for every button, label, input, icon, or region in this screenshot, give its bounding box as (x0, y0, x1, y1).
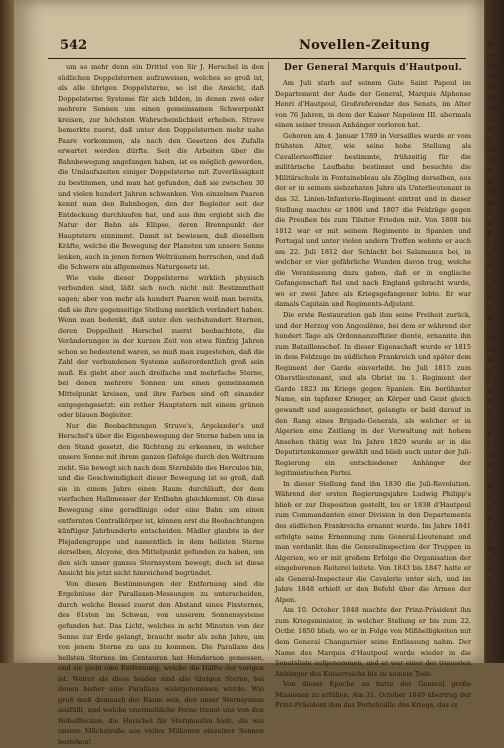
facing-page-fragment: r (487, 419, 491, 427)
facing-page-fragment: d (487, 366, 492, 375)
facing-page-fragment: z (487, 429, 491, 438)
facing-page-fragment: b (487, 461, 492, 469)
facing-page-fragment: bor (487, 62, 500, 70)
facing-page-fragment: Re (487, 188, 497, 196)
facing-page-fragment: g (487, 114, 492, 123)
right-paragraph: Geboren am 4. Januar 1789 in Versailles wurde er vom frühsten Alter, wie seine hohe Stellung als Cavallerieoffizier bestimmte, frühzeitig für die militärische Laufbahn bestimmt und besuchte die Militärschule in Fontainebleau als Zögling derselben, aus der er in seinem siebzehnten Jahre als Unterlieutenant in das 32. Linien-Infanterie-Regiment eintrat und in dieser Stellung machte er 1806 und 1807 die Feldzüge gegen die Preußen bis zum Tilsiter Frieden mit. Von 1808 bis 1812 war er mit seinem Regimente in Spanien und Portugal und unter vielen andern Treffen wohnte er auch am 22. Juli 1812 der Schlacht bei Salamanca bei, in welcher er vier gefährliche Wunden davon trug, welche die Veranlassung dazu gaben, daß er in englische Gefangenschaft fiel und nach England gebracht wurde, wo er zwei Jahre als Kriegsgefangener lebte. Er war damals Capitain und Regiments-Adjutant. (275, 131, 471, 309)
facing-page-fragment: t (487, 440, 490, 448)
page-header (44, 38, 464, 58)
left-column (58, 62, 264, 748)
facing-page-fragment: w (487, 177, 493, 186)
facing-page-fragment: H (487, 41, 494, 49)
facing-page-fragment: d (487, 503, 492, 511)
facing-page-fragment: li (487, 135, 492, 144)
facing-page-fragment: n (487, 492, 492, 501)
header-rule (48, 58, 466, 59)
facing-page-fragment: m (487, 314, 494, 322)
facing-page-fragment: a (487, 555, 492, 564)
facing-page-fragment: m (487, 545, 494, 553)
facing-page-fragment: fr (487, 219, 493, 228)
page (14, 0, 484, 746)
right-column (275, 62, 471, 711)
facing-page-fragment: ha (487, 93, 496, 102)
facing-page-fragment: fi (487, 167, 492, 175)
facing-page-fragment: d (487, 534, 492, 543)
facing-page-fragment: s (487, 272, 491, 280)
facing-page-fragment: e (487, 566, 492, 574)
facing-page-fragment: d (487, 303, 492, 312)
facing-page-fragment: m (487, 156, 494, 165)
facing-page-fragment: P (487, 230, 492, 238)
facing-page-fragment: d (487, 261, 492, 270)
facing-page-fragment: w (487, 482, 493, 490)
facing-page-fragment: se (487, 450, 495, 459)
left-paragraph: Von diesen Bestimmungen der Entfernung sind die Ergebnisse der Parallaxen-Messungen zu unterscheiden, durch welche Bessel zuerst den Abstand eines Fixsternes, des 61sten im Schwan, von unserem Sonnensysteme gefunden hat. Das Licht, welches in acht Minuten von der Sonne zur Erde gelangt, braucht mehr als zehn Jahre, um von jenem Sterne zu uns zu kommen. Die Parallaxe des hellsten Sternes im Centauren hat Henderson gemessen, und sie giebt eine Entfernung, welche die Hälfte der vorigen ist. Weiter als diese beiden sind alle übrigen Sterne, bei denen bisher eine Parallaxe wahrgenommen wurde. Wie groß muß demnach der Raum sein, den unser Sternsystem ausfüllt, und welche unermeßliche Ferne trennt uns von den Nebelflecken, die Herschel für Sternhaufen hielt, die wie unsere Milchstraße aus vielen Millionen einzelner Sonnen bestehen! (58, 579, 264, 746)
facing-page-fragment: g (487, 324, 492, 333)
facing-page-fragment: A (487, 398, 493, 406)
right-paragraph: Am 10. October 1848 machte der Prinz-Präsident ihn zum Kriegsminister, in welcher Stellung er bis zum 22. Octbr. 1850 blieb, wo er in Folge von Mißhelligkeiten mit dem General Changarnier seine Entlassung nahm. Der Name des Marquis d'Hautpoul wurde wieder in die Senatsliste aufgenommen, und er war einer der treuesten Anhänger des Kaiserreichs bis zu seinem Tode. (275, 606, 471, 678)
facing-page-fragment: a (487, 513, 492, 522)
facing-page-fragment: de (487, 83, 496, 91)
facing-page-fragment: d (487, 576, 492, 585)
facing-page-fragment: t (487, 377, 490, 385)
column-divider (268, 62, 269, 650)
facing-page-fragment: m (487, 198, 494, 207)
facing-page-fragment: u (487, 251, 492, 259)
left-paragraph: Nur die Beobachtungen Struve's, Argelander's und Herschel's über die Eigenbewegung der Sterne haben uns in den Stand gesetzt, die Richtung zu erkennen, in welcher unsere Sonne mit ihrem ganzen Gefolge durch den Weltraum zieht. Sie bewegt sich nach dem Sternbilde des Hercules hin, und die Geschwindigkeit dieser Bewegung ist so groß, daß sie in einem Jahre einen Raum durchläuft, der dem vierfachen Halbmesser der Erdbahn gleichkommt. Ob diese Bewegung eine geradlinige oder eine Bahn um einen entfernten Centralkörper ist, können erst die Beobachtungen künftiger Jahrhunderte entscheiden. Mädler glaubte in der Plejadengruppe und namentlich in dem hellsten Sterne derselben, Alcyone, den Mittelpunkt gefunden zu haben, um den sich unser ganzes Sternsystem bewegt; doch ist diese Ansicht bis jetzt nicht hinreichend begründet. (58, 421, 264, 578)
article-title: Der General Marquis d'Hautpoul. (284, 63, 462, 73)
facing-page-fragment: f (487, 597, 490, 606)
facing-page-fragment: n (487, 408, 492, 417)
facing-page-fragment: ec (487, 51, 496, 60)
facing-page-fragment: he (487, 146, 496, 154)
facing-page-fragment: d (487, 209, 492, 217)
right-paragraph: Am Juli starb auf seinem Gute Saint Papoul im Departement der Aude der General, Marquis Alphonse Henri d'Hautpoul, Großreferendar des Senats, im Alter von 76 Jahren, in dem der Kaiser Napoleon III. abermals einen seiner treuen Anhänger verloren hat. (275, 79, 471, 130)
right-paragraph: Die erste Restauration gab ihm seine Freiheit zurück, und der Herzog von Angoulême, bei dem er während der hundert Tage als Ordonnanzoffizier diente, ernannte ihn zum Bataillonschef. In dieser Eigenschaft wurde er 1815 in dem Feldzuge im südlichen Frankreich und später dem Regiment der Garde einverleibt. Im Juli 1815 zum Oberstlieutenant, und als Obrist im 1. Regiment der Garde 1823 im Kriege gegen Spanien. Ein berühmter Name, ein tapferer Krieger, an Körper und Geist gleich gewandt und ausgezeichnet, gelangte er bald darauf in den Rang eines Brigade-Generals, als welcher er in Algerien eine Zeitlang in der Verwaltung mit hohem Ansehen thätig war. Im Jahre 1829 wurde er in die Deputirtenkammer gewählt und blieb auch unter der Juli-Regierung ein entschiedener Anhänger der legitimistischen Partei. (275, 311, 471, 478)
facing-page-fragment: se (487, 345, 495, 354)
facing-page-fragment: ei (487, 335, 494, 343)
facing-page-fragment: z (487, 282, 491, 291)
page-number: 542 (60, 38, 88, 53)
right-paragraph: Von dieser Epoche an hatte der General große Missionen zu erfüllen. Am 31. October 1849 übertrug der Prinz-Präsident ihm das Portefeuille des Kriegs, das er (275, 680, 471, 710)
journal-title: Novellen-Zeitung (299, 38, 430, 53)
right-paragraph: In dieser Stellung fand ihn 1830 die Juli-Revolution. Während der ersten Regierungsjahre Ludwig Philipp's blieb er zur Disposition gestellt, bis er 1838 d'Hautpoul zum Commandanten einer Division in den Departements des südlichen Frankreichs ernannt wurde. Im Jahre 1841 erfolgte seine Ernennung zum General-Lieutenant und man verdankt ihm die Generalinspection der Truppen in Algerien, wo er mit großem Erfolge die Organisation der eingeborenen Reiterei leitete. Von 1843 bis 1847 hatte er als General-Inspecteur die Cavalerie unter sich, und im Jahre 1848 erhielt er den Befehl über die Armee der Alpen. (275, 479, 471, 604)
facing-page-fragment: mu (487, 104, 499, 112)
facing-page-fragment: w (487, 387, 493, 396)
facing-page-fragment: v (487, 240, 491, 249)
facing-page-fragment: f (487, 524, 490, 532)
facing-page-fragment: ei (487, 125, 494, 133)
facing-page-fragment: Ste (487, 72, 499, 81)
facing-page-fragment: g (487, 587, 492, 595)
left-paragraph: Wie viele dieser Doppelsterne wirklich physisch verbunden sind, läßt sich noch nicht mit Bestimmtheit sagen; aber von mehr als hundert Paaren weiß man bereits, daß sie ihre gegenseitige Stellung merklich verändert haben. Wenn man bedenkt, daß unter den sechshundert Sternen, deren Doppelheit Herschel zuerst beobachtete, die Veränderungen in der kurzen Zeit von etwa fünfzig Jahren schon so bedeutend waren, so muß man zugestehen, daß die Zahl der verbundenen Systeme außerordentlich groß sein muß. Es giebt aber auch dreifache und mehrfache Sterne, bei denen mehrere Sonnen um einen gemeinsamen Mittelpunkt kreisen, und ihre Farben sind oft einander entgegengesetzt: ein rother Hauptstern mit einem grünen oder blauen Begleiter. (58, 273, 264, 420)
facing-page-fragment: s (487, 471, 491, 480)
facing-page-fragment: w (487, 356, 493, 364)
facing-page-fragment: c (487, 608, 491, 616)
facing-page-edge (484, 0, 504, 663)
facing-page-fragment: si (487, 293, 493, 301)
left-paragraph: um so mehr denn ein Drittel von Sir J. Herschel in den südlichen Doppelsternen aufzuweisen, welches so groß ist, als alle übrigen Doppelsterne, so ist die Ansicht, daß Doppelsterne Systeme für sich bilden, in denen zwei oder mehrere Sonnen um einen gemeinsamen Schwerpunkt kreisen, zur höchsten Wahrscheinlichkeit erhoben. Struve bemerkte zuerst, daß unter den Doppelsternen mehr nahe Paare vorkommen, als nach den Gesetzen des Zufalls erwartet werden dürfte. Seit die Arbeiten über die Bahnbewegung angefangen haben, ist es möglich geworden, die Umlaufszeiten einiger Doppelsterne mit Zuverlässigkeit zu bestimmen, und man hat gefunden, daß sie zwischen 30 und vielen hundert Jahren schwanken. Von einzelnen Paaren kennt man den Bahnbogen, den der Begleiter seit der Entdeckung durchlaufen hat, und aus ihm ergiebt sich die Natur der Bahn als Ellipse, deren Brennpunkt der Hauptstern einnimmt. Damit ist bewiesen, daß dieselben Kräfte, welche die Bewegung der Planeten um unsere Sonne lenken, auch in jenen fernen Welträumen herrschen, und daß die Schwere ein allgemeines Naturgesetz ist. (58, 63, 264, 272)
